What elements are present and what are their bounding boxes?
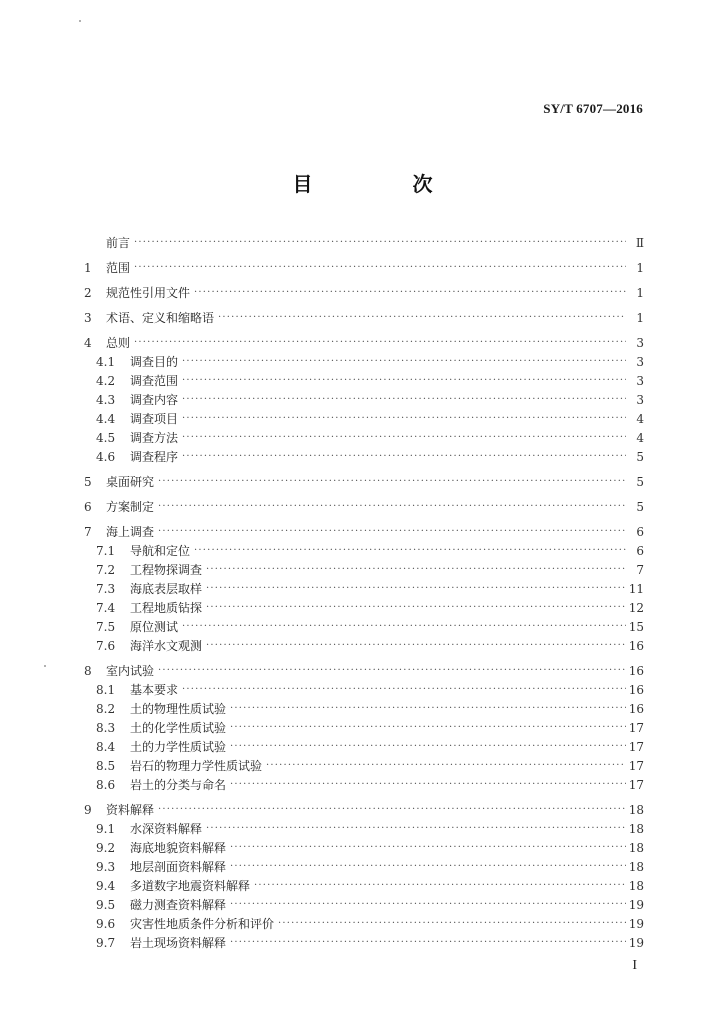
dot-leader (182, 413, 626, 425)
toc-entry[interactable] (84, 773, 644, 792)
toc-entry-number: 7.6 (96, 639, 116, 653)
toc-entry-number: 9 (84, 803, 92, 817)
toc-entry-number: 8.1 (96, 683, 116, 697)
toc-entry-label: 调查内容 (130, 393, 179, 407)
toc-entry-number: 9.1 (96, 822, 116, 836)
toc-entry-label: 室内试验 (106, 664, 155, 678)
toc-entry[interactable] (84, 596, 644, 615)
dot-leader (182, 356, 626, 368)
toc-entry-number: 9.4 (96, 879, 116, 893)
toc-entry[interactable] (84, 893, 644, 912)
toc-entry-number: 9.7 (96, 936, 116, 950)
toc-entry-number: 4.4 (96, 412, 116, 426)
toc-entry-page: 18 (628, 879, 644, 893)
toc-entry-label: 工程物探调查 (130, 563, 203, 577)
toc-entry-label: 土的力学性质试验 (130, 740, 227, 754)
toc-entry-page: 18 (628, 822, 644, 836)
dot-leader (206, 564, 626, 576)
toc-entry[interactable] (84, 306, 644, 325)
toc-entry-page: 3 (636, 374, 644, 388)
toc-entry[interactable] (84, 558, 644, 577)
toc-entry[interactable] (84, 331, 644, 350)
toc-entry-page: 17 (628, 759, 644, 773)
dot-leader (230, 861, 626, 873)
toc-entry-number: 4.3 (96, 393, 116, 407)
toc-entry[interactable] (84, 350, 644, 369)
toc-entry[interactable] (84, 369, 644, 388)
toc-entry-label: 海洋水文观测 (130, 639, 203, 653)
toc-entry-number: 7.4 (96, 601, 116, 615)
toc-entry-number: 8.3 (96, 721, 116, 735)
dot-leader (230, 899, 626, 911)
toc-entry-label: 总则 (106, 336, 131, 350)
dot-leader (158, 526, 626, 538)
scan-speck (44, 665, 46, 667)
toc-entry-page: 17 (628, 740, 644, 754)
dot-leader (266, 760, 626, 772)
toc-entry-label: 岩石的物理力学性质试验 (130, 759, 263, 773)
toc-entry-number: 9.2 (96, 841, 116, 855)
toc-entry-label: 灾害性地质条件分析和评价 (130, 917, 275, 931)
dot-leader (230, 937, 626, 949)
toc-entry[interactable] (84, 697, 644, 716)
dot-leader (278, 918, 626, 930)
toc-entry[interactable] (84, 735, 644, 754)
toc-entry-page: 18 (628, 841, 644, 855)
toc-entry[interactable] (84, 855, 644, 874)
toc-entry[interactable] (84, 281, 644, 300)
toc-entry-label: 术语、定义和缩略语 (106, 311, 215, 325)
dot-leader (158, 804, 626, 816)
toc-entry-page: 1 (636, 286, 644, 300)
toc-entry-label: 磁力测查资料解释 (130, 898, 227, 912)
toc-entry[interactable] (84, 520, 644, 539)
toc-entry-page: 17 (628, 721, 644, 735)
toc-entry-number: 8.2 (96, 702, 116, 716)
toc-entry-label: 调查方法 (130, 431, 179, 445)
toc-entry-label: 工程地质钻探 (130, 601, 203, 615)
toc-entry-number: 8.5 (96, 759, 116, 773)
toc-entry-page: 3 (636, 355, 644, 369)
toc-entry-label: 岩土的分类与命名 (130, 778, 227, 792)
toc-entry-page: 16 (628, 639, 644, 653)
dot-leader (254, 880, 626, 892)
dot-leader (158, 665, 626, 677)
toc-entry-label: 导航和定位 (130, 544, 191, 558)
toc-entry-page: 17 (628, 778, 644, 792)
toc-entry[interactable] (84, 659, 644, 678)
toc-entry-label: 原位测试 (130, 620, 179, 634)
dot-leader (230, 741, 626, 753)
toc-entry-label: 土的化学性质试验 (130, 721, 227, 735)
toc-entry-number: 6 (84, 500, 92, 514)
page-title: 目 次 (292, 172, 473, 196)
dot-leader (182, 451, 626, 463)
toc-entry-page: 16 (628, 683, 644, 697)
toc-entry[interactable] (84, 577, 644, 596)
dot-leader (194, 545, 626, 557)
toc-entry-label: 前言 (106, 236, 131, 250)
toc-entry-page: 4 (636, 412, 644, 426)
toc-entry[interactable] (84, 495, 644, 514)
toc-entry-page: 5 (636, 475, 644, 489)
toc-entry[interactable] (84, 874, 644, 893)
toc-entry-label: 土的物理性质试验 (130, 702, 227, 716)
toc-entry-page: 3 (636, 336, 644, 350)
toc-entry-page: 5 (636, 450, 644, 464)
dot-leader (182, 432, 626, 444)
toc-entry-number: 7.3 (96, 582, 116, 596)
toc-entry-page: 15 (628, 620, 644, 634)
scan-speck (79, 20, 81, 22)
toc-entry-page: 19 (628, 917, 644, 931)
toc-entry[interactable] (84, 678, 644, 697)
toc-entry-number: 4.6 (96, 450, 116, 464)
toc-entry-label: 海底表层取样 (130, 582, 203, 596)
toc-entry[interactable] (84, 912, 644, 931)
toc-entry-page: 19 (628, 898, 644, 912)
toc-entry-number: 2 (84, 286, 92, 300)
dot-leader (206, 583, 626, 595)
dot-leader (182, 621, 626, 633)
toc-entry-label: 资料解释 (106, 803, 155, 817)
toc-entry-number: 5 (84, 475, 92, 489)
toc-entry-label: 调查范围 (130, 374, 179, 388)
toc-entry[interactable] (84, 931, 644, 950)
toc-entry-page: 16 (628, 664, 644, 678)
standard-code: SY/T 6707—2016 (543, 101, 643, 116)
toc-entry-number: 4 (84, 336, 92, 350)
dot-leader (182, 684, 626, 696)
toc-entry-number: 3 (84, 311, 92, 325)
toc-entry-number: 9.6 (96, 917, 116, 931)
toc-entry-number: 4.1 (96, 355, 116, 369)
toc-entry[interactable] (84, 634, 644, 653)
dot-leader (134, 237, 626, 249)
toc-entry[interactable] (84, 231, 644, 250)
toc-entry[interactable] (84, 754, 644, 773)
toc-entry[interactable] (84, 388, 644, 407)
dot-leader (194, 287, 626, 299)
toc-entry[interactable] (84, 716, 644, 735)
toc-entry[interactable] (84, 445, 644, 464)
toc-entry-page: 18 (628, 803, 644, 817)
toc-entry-label: 范围 (106, 261, 131, 275)
toc-entry-label: 地层剖面资料解释 (130, 860, 227, 874)
toc-entry[interactable] (84, 798, 644, 817)
dot-leader (134, 337, 626, 349)
toc-entry-page: 6 (636, 544, 644, 558)
toc-entry[interactable] (84, 407, 644, 426)
toc-entry[interactable] (84, 539, 644, 558)
toc-entry-number: 4.5 (96, 431, 116, 445)
toc-entry-page: 5 (636, 500, 644, 514)
toc-entry[interactable] (84, 470, 644, 489)
toc-entry-number: 8 (84, 664, 92, 678)
dot-leader (230, 722, 626, 734)
toc-entry-label: 水深资料解释 (130, 822, 203, 836)
toc-entry-page: 16 (628, 702, 644, 716)
toc-entry-label: 多道数字地震资料解释 (130, 879, 251, 893)
dot-leader (206, 602, 626, 614)
toc-entry-page: 1 (636, 311, 644, 325)
toc-entry-label: 规范性引用文件 (106, 286, 191, 300)
toc-entry-number: 7.1 (96, 544, 116, 558)
toc-entry-page: 19 (628, 936, 644, 950)
toc-entry-label: 调查程序 (130, 450, 179, 464)
toc-entry-number: 8.4 (96, 740, 116, 754)
toc-entry-label: 海上调查 (106, 525, 155, 539)
toc-entry-page: 4 (636, 431, 644, 445)
toc-entry[interactable] (84, 426, 644, 445)
toc-entry-page: 1 (636, 261, 644, 275)
toc-entry-number: 7.5 (96, 620, 116, 634)
dot-leader (182, 375, 626, 387)
toc-entry-number: 1 (84, 261, 92, 275)
toc-entry-number: 9.5 (96, 898, 116, 912)
toc-entry-number: 9.3 (96, 860, 116, 874)
dot-leader (230, 842, 626, 854)
toc-entry-number: 7.2 (96, 563, 116, 577)
toc-entry-page: 6 (636, 525, 644, 539)
toc-entry-page: 12 (628, 601, 644, 615)
toc-entry-label: 调查项目 (130, 412, 179, 426)
dot-leader (218, 312, 626, 324)
toc-entry[interactable] (84, 256, 644, 275)
toc-entry[interactable] (84, 615, 644, 634)
toc-entry-label: 海底地貌资料解释 (130, 841, 227, 855)
toc-entry-page: 11 (628, 582, 644, 596)
toc-entry-page: 7 (636, 563, 644, 577)
dot-leader (134, 262, 626, 274)
dot-leader (206, 640, 626, 652)
toc-entry-page: Ⅱ (635, 236, 644, 250)
table-of-contents (84, 231, 644, 950)
toc-entry[interactable] (84, 836, 644, 855)
toc-entry-number: 4.2 (96, 374, 116, 388)
dot-leader (158, 501, 626, 513)
dot-leader (230, 779, 626, 791)
toc-entry-number: 8.6 (96, 778, 116, 792)
dot-leader (230, 703, 626, 715)
toc-entry-label: 桌面研究 (106, 475, 155, 489)
dot-leader (158, 476, 626, 488)
toc-entry-label: 调查目的 (130, 355, 179, 369)
toc-entry-label: 方案制定 (106, 500, 155, 514)
toc-entry-page: 3 (636, 393, 644, 407)
dot-leader (182, 394, 626, 406)
toc-entry-page: 18 (628, 860, 644, 874)
toc-entry-label: 基本要求 (130, 683, 179, 697)
dot-leader (206, 823, 626, 835)
toc-entry-number: 7 (84, 525, 92, 539)
toc-entry[interactable] (84, 817, 644, 836)
page-number: I (632, 958, 637, 973)
toc-entry-label: 岩土现场资料解释 (130, 936, 227, 950)
